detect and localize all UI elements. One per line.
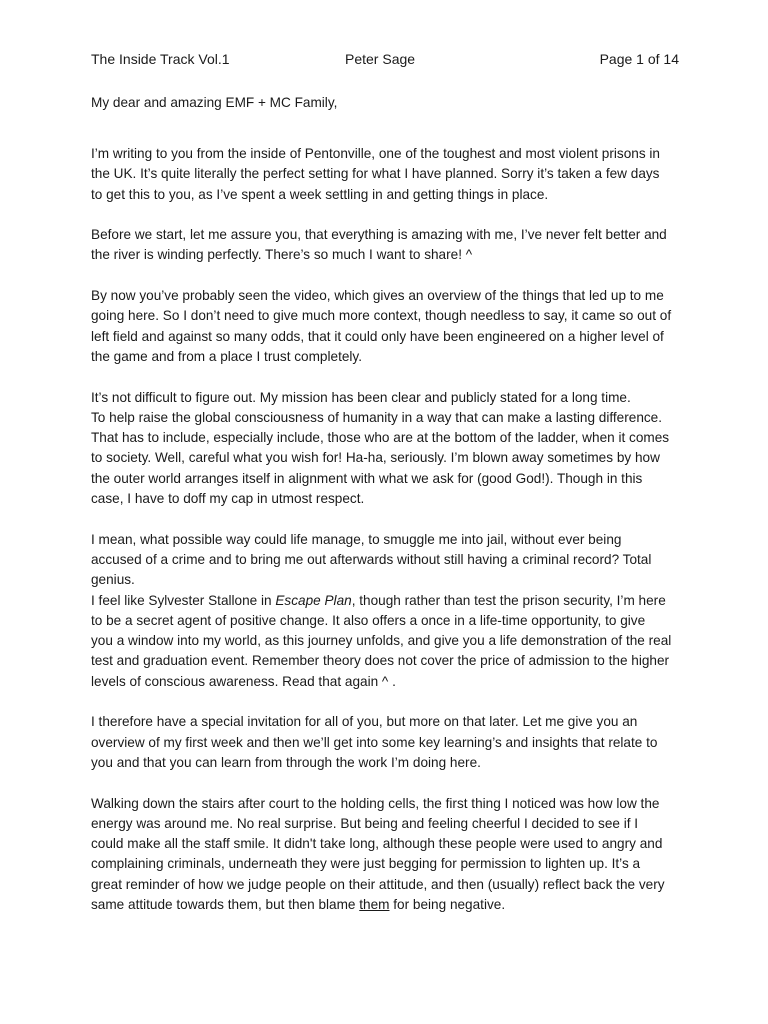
text-line: the game and from a place I trust completely. — [91, 348, 362, 364]
paragraph-5 — [91, 530, 681, 692]
text-line: case, I have to doff my cap in utmost respect. — [91, 491, 365, 507]
text-line: left field and against so many odds, that it could only have been engineered on a higher level of — [91, 328, 664, 344]
text-line: great reminder of how we judge people on their attitude, and then (usually) reflect back the very — [91, 876, 665, 892]
document-page — [91, 50, 681, 912]
text-line: to be a secret agent of positive change. It also offers a once in a life-time opportunity, to give — [91, 612, 646, 628]
text-line: levels of conscious awareness. Read that again ^ . — [91, 673, 396, 689]
text-line — [91, 895, 681, 915]
paragraph-6 — [91, 712, 681, 773]
text-line — [91, 591, 681, 611]
paragraph-1 — [91, 144, 681, 205]
paragraph-7 — [91, 794, 681, 916]
text-line: I’m writing to you from the inside of Pentonville, one of the toughest and most violent prisons in — [91, 146, 660, 161]
text-run: I feel like Sylvester Stallone in — [91, 592, 276, 608]
header-title: The Inside Track Vol.1 — [91, 51, 230, 67]
letter-body — [91, 144, 681, 936]
text-line: to society. Well, careful what you wish for! Ha-ha, seriously. I’m blown away sometimes by how — [91, 450, 660, 466]
text-run: for being negative. — [389, 896, 506, 912]
text-line: To help raise the global consciousness of humanity in a way that can make a lasting difference. — [91, 409, 663, 425]
paragraph-2 — [91, 225, 681, 266]
header-page-number: Page 1 of 14 — [599, 51, 679, 67]
text-line: the UK. It’s quite literally the perfect setting for what I have planned. Sorry it’s taken a few days — [91, 166, 660, 182]
header-author: Peter Sage — [345, 51, 416, 67]
paragraph-3 — [91, 286, 681, 367]
text-run: same attitude towards them, but then blame — [91, 896, 360, 912]
text-line: energy was around me. No real surprise. But being and feeling cheerful I decided to see if I — [91, 815, 639, 831]
text-line: you a window into my world, as this journey unfolds, and give you a life demonstration of the real — [91, 633, 672, 649]
text-run: , though rather than test the prison security, I’m here — [351, 592, 666, 608]
text-line: By now you’ve probably seen the video, which gives an overview of the things that led up to me — [91, 288, 664, 304]
text-line: genius. — [91, 572, 135, 588]
text-line: Before we start, let me assure you, that everything is amazing with me, I’ve never felt better and — [91, 227, 667, 243]
text-line: Walking down the stairs after court to the holding cells, the first thing I noticed was how low the — [91, 795, 660, 811]
text-line: It’s not difficult to figure out. My mission has been clear and publicly stated for a long time. — [91, 389, 631, 405]
text-line: complaining criminals, underneath they were just begging for permission to lighten up. It’s a — [91, 856, 641, 872]
text-line: the outer world arranges itself in alignment with what we ask for (good God!). Though in this — [91, 470, 643, 486]
text-line: accused of a crime and to bring me out afterwards without still having a criminal record? Total — [91, 551, 652, 567]
page-header — [91, 50, 681, 70]
underlined-word: them — [359, 896, 390, 912]
paragraph-4 — [91, 388, 681, 510]
text-line: the river is winding perfectly. There’s so much I want to share! ^ — [91, 247, 473, 263]
text-line: test and graduation event. Remember theory does not cover the price of admission to the higher — [91, 653, 670, 669]
text-line: going here. So I don’t need to give much more context, though needless to say, it came so out of — [91, 308, 672, 324]
text-line: to get this to you, as I’ve spent a week settling in and getting things in place. — [91, 186, 549, 202]
greeting: My dear and amazing EMF + MC Family, — [91, 95, 338, 110]
text-line: overview of my first week and then we’ll get into some key learning’s and insights that relate to — [91, 734, 658, 750]
text-line: I mean, what possible way could life manage, to smuggle me into jail, without ever being — [91, 531, 622, 547]
film-title: Escape Plan — [275, 592, 352, 608]
text-line: I therefore have a special invitation for all of you, but more on that later. Let me give you an — [91, 714, 638, 730]
text-line: you and that you can learn from through the work I’m doing here. — [91, 754, 481, 770]
text-line: That has to include, especially include, those who are at the bottom of the ladder, when it comes — [91, 430, 670, 446]
text-line: could make all the staff smile. It didn't take long, although these people were used to angry and — [91, 836, 663, 852]
